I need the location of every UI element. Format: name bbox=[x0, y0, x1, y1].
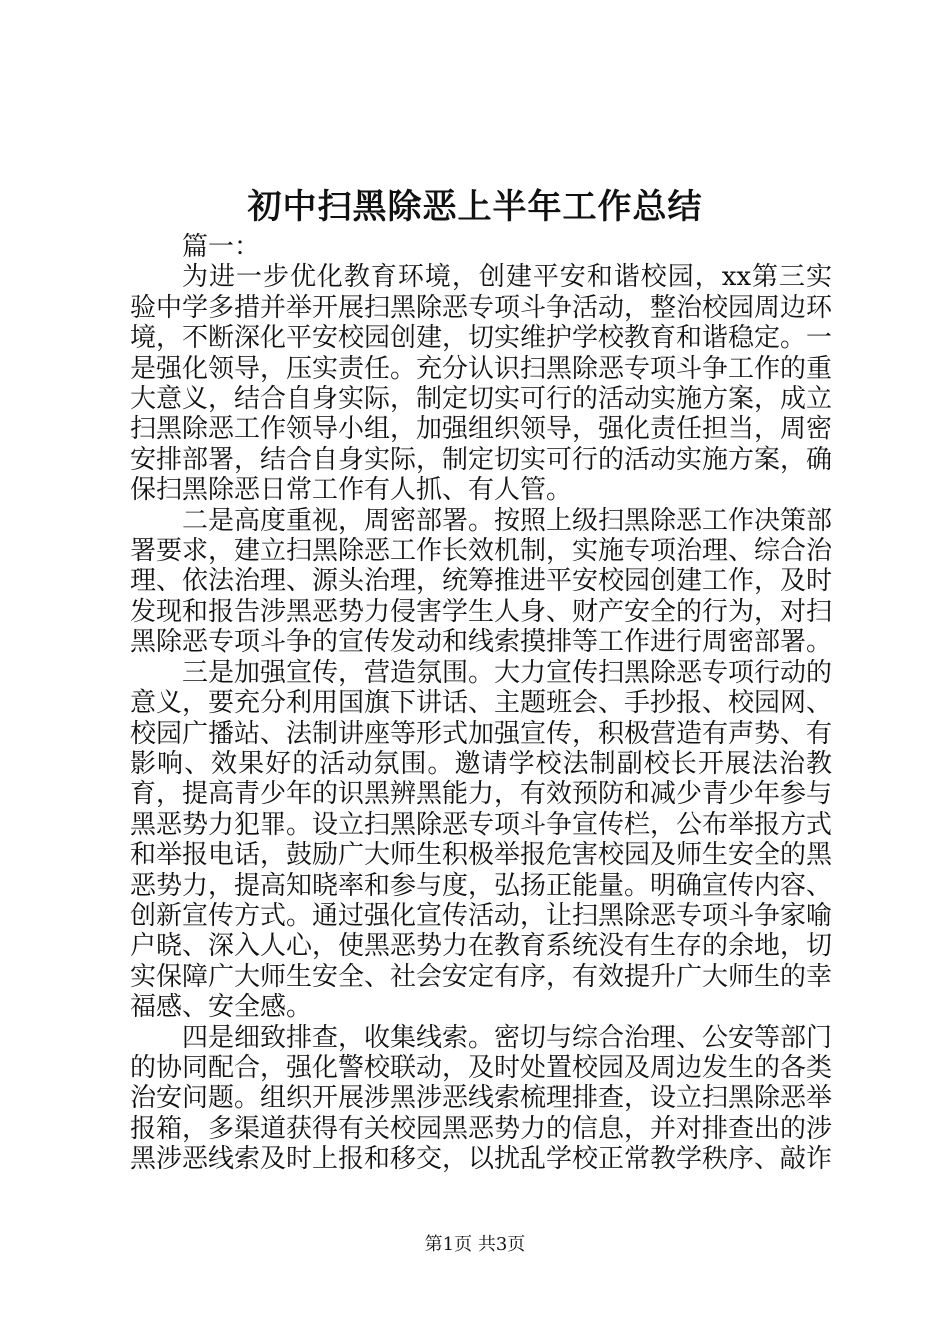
paragraph: 三是加强宣传，营造氛围。大力宣传扫黑除恶专项行动的意义，要充分利用国旗下讲话、主题班会、手抄报、校园网、校园广播站、法制讲座等形式加强宣传，积极营造有声势、有影响、效果好的活动氛围。邀请学校法制副校长开展法治教育，提高青少年的识黑辨黑能力，有效预防和减少青少年参与黑恶势力犯罪。设立扫黑除恶专项斗争宣传栏，公布举报方式和举报电话，鼓励广大师生积极举报危害校园及师生安全的黑恶势力，提高知晓率和参与度，弘扬正能量。明确宣传内容、创新宣传方式。通过强化宣传活动，让扫黑除恶专项斗争家喻户晓、深入人心，使黑恶势力在教育系统没有生存的余地，切实保障广大师生安全、社会安定有序，有效提升广大师生的幸福感、安全感。 bbox=[130, 657, 833, 1023]
document-body bbox=[130, 232, 832, 1175]
paragraph: 为进一步优化教育环境，创建平安和谐校园，xx第三实验中学多措并举开展扫黑除恶专项斗争活动，整治校园周边环境，不断深化平安校园创建，切实维护学校教育和谐稳定。一是强化领导，压实责任。充分认识扫黑除恶专项斗争工作的重大意义，结合自身实际，制定切实可行的活动实施方案，成立扫黑除恶工作领导小组，加强组织领导，强化责任担当，周密安排部署，结合自身实际，制定切实可行的活动实施方案，确保扫黑除恶日常工作有人抓、有人管。 bbox=[130, 262, 833, 506]
paragraph: 二是高度重视，周密部署。按照上级扫黑除恶工作决策部署要求，建立扫黑除恶工作长效机制，实施专项治理、综合治理、依法治理、源头治理，统筹推进平安校园创建工作，及时发现和报告涉黑恶势力侵害学生人身、财产安全的行为，对扫黑除恶专项斗争的宣传发动和线索摸排等工作进行周密部署。 bbox=[130, 505, 833, 658]
page-number-footer: 第1页 共3页 bbox=[424, 1234, 526, 1255]
document-title: 初中扫黑除恶上半年工作总结 bbox=[247, 187, 703, 227]
paragraph: 四是细致排查，收集线索。密切与综合治理、公安等部门的协同配合，强化警校联动，及时处置校园及周边发生的各类治安问题。组织开展涉黑涉恶线索梳理排查，设立扫黑除恶举报箱，多渠道获得有关校园黑恶势力的信息，并对排查出的涉黑涉恶线索及时上报和移交，以扰乱学校正常教学秩序、敲诈 bbox=[130, 1022, 833, 1175]
paragraph-heading: 篇一： bbox=[182, 232, 261, 262]
